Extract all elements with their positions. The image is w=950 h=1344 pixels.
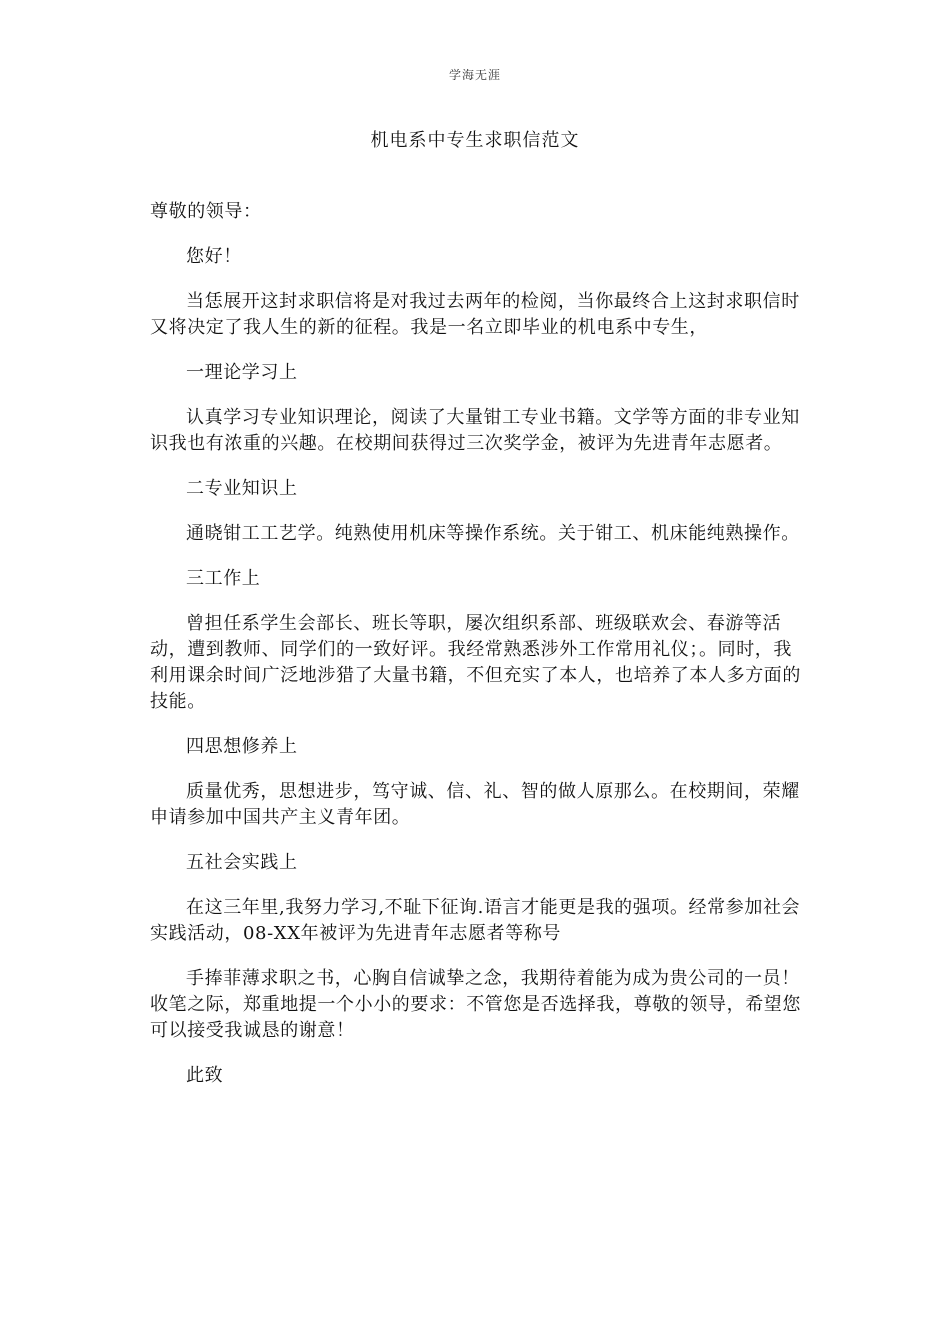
document-title: 机电系中专生求职信范文 — [370, 130, 580, 151]
section-heading-character: 四思想修养上 — [186, 736, 298, 757]
section-heading-knowledge: 二专业知识上 — [186, 478, 298, 499]
section-heading-practice: 五社会实践上 — [186, 852, 298, 873]
document-body — [150, 199, 802, 1108]
sign-off: 此致 — [186, 1065, 224, 1086]
intro-paragraph: 当恁展开这封求职信将是对我过去两年的检阅，当你最终合上这封求职信时又将决定了我人生的新的征程。我是一名立即毕业的机电系中专生， — [150, 291, 800, 338]
salutation: 尊敬的领导： — [150, 201, 262, 222]
theory-paragraph: 认真学习专业知识理论，阅读了大量钳工专业书籍。文学等方面的非专业知识我也有浓重的兴趣。在校期间获得过三次奖学金，被评为先进青年志愿者。 — [150, 407, 800, 454]
section-heading-work: 三工作上 — [186, 568, 261, 589]
knowledge-paragraph: 通晓钳工工艺学。纯熟使用机床等操作系统。关于钳工、机床能纯熟操作。 — [186, 523, 800, 544]
greeting-paragraph: 您好！ — [186, 246, 242, 267]
practice-paragraph: 在这三年里,我努力学习,不耻下征询.语言才能更是我的强项。经常参加社会实践活动，08-XX年被评为先进青年志愿者等称号 — [150, 897, 801, 944]
character-paragraph: 质量优秀，思想进步，笃守诚、信、礼、智的做人原那么。在校期间，荣耀申请参加中国共产主义青年团。 — [150, 781, 800, 828]
work-paragraph: 曾担任系学生会部长、班长等职，屡次组织系部、班级联欢会、春游等活动，遭到教师、同学们的一致好评。我经常熟悉涉外工作常用礼仪；。同时，我利用课余时间广泛地涉猎了大量书籍，不但充实了本人，也培养了本人多方面的技能。 — [150, 613, 801, 712]
closing-paragraph: 手捧菲薄求职之书，心胸自信诚挚之念，我期待着能为成为贵公司的一员！收笔之际，郑重地提一个小小的要求：不管您是否选择我，尊敬的领导，希望您可以接受我诚恳的谢意！ — [150, 968, 801, 1041]
page-header: 学海无涯 — [448, 68, 501, 82]
section-heading-theory: 一理论学习上 — [186, 362, 298, 383]
